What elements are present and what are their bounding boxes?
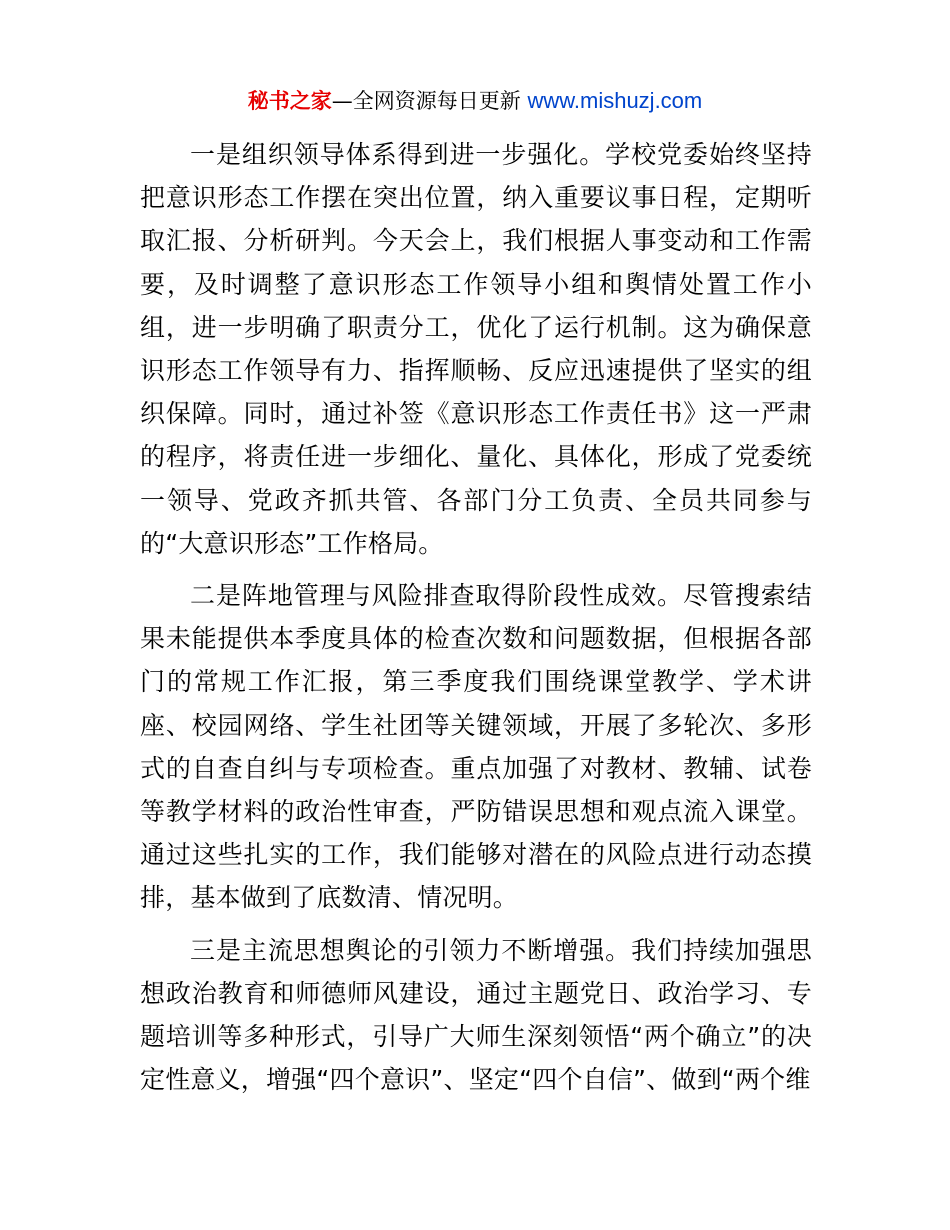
page-header — [0, 86, 950, 116]
paragraph-1: 一是组织领导体系得到进一步强化。学校党委始终坚持把意识形态工作摆在突出位置，纳入重要议事日程，定期听取汇报、分析研判。今天会上，我们根据人事变动和工作需要，及时调整了意识形态工作领导小组和舆情处置工作小组，进一步明确了职责分工，优化了运行机制。这为确保意识形态工作领导有力、指挥顺畅、反应迅速提供了坚实的组织保障。同时，通过补签《意识形态工作责任书》这一严肃的程序，将责任进一步细化、量化、具体化，形成了党委统一领导、党政齐抓共管、各部门分工负责、全员共同参与的“大意识形态”工作格局。 — [140, 140, 812, 558]
brand-name: 秘书之家 — [247, 89, 332, 113]
paragraph-3: 三是主流思想舆论的引领力不断增强。我们持续加强思想政治教育和师德师风建设，通过主题党日、政治学习、专题培训等多种形式，引导广大师生深刻领悟“两个确立”的决定性意义，增强“四个意识”、坚定“四个自信”、做到“两个维 — [140, 935, 812, 1095]
website-url[interactable]: www.mishuzj.com — [527, 88, 703, 113]
header-tagline: —全网资源每日更新 — [331, 89, 528, 113]
paragraph-2: 二是阵地管理与风险排查取得阶段性成效。尽管搜索结果未能提供本季度具体的检查次数和问题数据，但根据各部门的常规工作汇报，第三季度我们围绕课堂教学、学术讲座、校园网络、学生社团等关键领域，开展了多轮次、多形式的自查自纠与专项检查。重点加强了对教材、教辅、试卷等教学材料的政治性审查，严防错误思想和观点流入课堂。通过这些扎实的工作，我们能够对潜在的风险点进行动态摸排，基本做到了底数清、情况明。 — [140, 581, 812, 913]
document-body — [140, 133, 812, 1110]
